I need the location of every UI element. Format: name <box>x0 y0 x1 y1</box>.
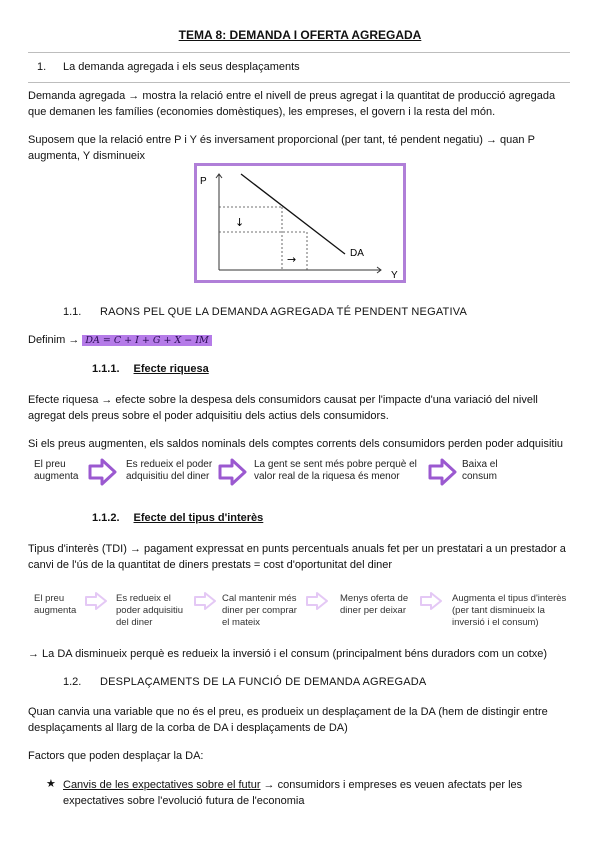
section-1-1-number: 1.1. <box>63 306 82 318</box>
divider-bottom <box>28 82 570 83</box>
section-1-1-1 <box>92 363 209 375</box>
section-1-1-2-label: Efecte del tipus d'interès <box>133 512 264 524</box>
bullet-expectatives-text: → consumidors i empreses es veuen afectats per les expectatives sobre l'evolució futura de l'economia <box>63 779 523 807</box>
demand-graph <box>197 166 403 280</box>
da-curve-label: DA <box>350 248 364 259</box>
paragraph-preus-augmenten: Si els preus augmenten, els saldos nominals dels comptes corrents dels consumidors perden poder adquisitiu <box>28 438 564 450</box>
flow2-arrow-2 <box>194 592 216 610</box>
section-1-label: La demanda agregada i els seus desplaçaments <box>63 61 300 73</box>
bullet-expectatives-title: Canvis de les expectatives sobre el futur <box>63 779 261 791</box>
flow1-arrow-1 <box>88 458 118 486</box>
paragraph-da-disminueix: → La DA disminueix perquè es redueix la inversió i el consum (principalment béns duradors com un cotxe) <box>28 648 548 660</box>
flow2-arrow-1 <box>85 592 107 610</box>
demand-graph-frame <box>194 163 406 283</box>
flow1-step-2: Es redueix el poder adquisitiu del diner <box>126 459 213 482</box>
section-1-1-1-label: Efecte riquesa <box>133 363 209 375</box>
flow1-arrow-2 <box>218 458 248 486</box>
da-curve <box>241 174 345 254</box>
section-1-1-label: RAONS PEL QUE LA DEMANDA AGREGADA TÉ PENDENT NEGATIVA <box>100 306 467 318</box>
flow2-step-4: Menys oferta de diner per deixar <box>340 593 409 616</box>
flow2-step-3: Cal mantenir més diner per comprar el mateix <box>222 593 297 628</box>
flow2-arrow-4 <box>420 592 442 610</box>
paragraph-tipus-interes: Tipus d'interès (TDI) → pagament expressat en punts percentuals anuals fet per un prestatari a un prestador a canvi de l'ús de la quantitat de diners prestats = cost d'oportunitat del diner <box>28 543 566 571</box>
y-axis-label: P <box>200 176 207 187</box>
page-title: TEMA 8: DEMANDA I OFERTA AGREGADA <box>178 28 422 42</box>
quantity-right-arrow: → <box>287 253 297 266</box>
paragraph-suposem: Suposem que la relació entre P i Y és inversament proporcional (per tant, té pendent negatiu) → quan P augmenta, Y disminueix <box>28 134 535 162</box>
section-1-2-label: DESPLAÇAMENTS DE LA FUNCIÓ DE DEMANDA AGREGADA <box>100 676 427 688</box>
paragraph-demanda-agregada: Demanda agregada → mostra la relació entre el nivell de preus agregat i la quantitat de producció agregada que demanen les famílies (economies domèstiques), les empreses, el govern i la resta del món. <box>28 90 556 118</box>
section-1-1-2-number: 1.1.2. <box>92 512 120 524</box>
flow1-step-3: La gent se sent més pobre perquè el valor real de la riquesa és menor <box>254 459 417 482</box>
price-down-arrow: ↓ <box>235 216 245 229</box>
paragraph-quan-canvia: Quan canvia una variable que no és el preu, es produeix un desplaçament de la DA (hem de distingir entre desplaçaments al llarg de la corba de DA i desplaçaments de DA) <box>28 706 548 734</box>
flow2-arrow-3 <box>306 592 328 610</box>
section-1-2-number: 1.2. <box>63 676 82 688</box>
flow1-step-1: El preu augmenta <box>34 459 79 482</box>
x-axis-label: Y <box>391 270 398 280</box>
section-1-1-2 <box>92 512 263 524</box>
paragraph-efecte-riquesa: Efecte riquesa → efecte sobre la despesa dels consumidors causat per l'impacte d'una variació del nivell agregat dels preus sobre el poder adquisitiu dels actius dels consumidors. <box>28 394 538 422</box>
paragraph-factors: Factors que poden desplaçar la DA: <box>28 750 204 762</box>
divider-top <box>28 52 570 53</box>
flow1-arrow-3 <box>428 458 458 486</box>
section-1-number: 1. <box>37 61 47 73</box>
star-bullet-icon: ★ <box>46 778 56 790</box>
flow2-step-1: El preu augmenta <box>34 593 77 616</box>
da-formula: DA = C + I + G + X − IM <box>82 335 211 346</box>
flow2-step-2: Es redueix el poder adquisitiu del diner <box>116 593 184 628</box>
bullet-expectatives <box>63 777 573 809</box>
flow2-step-5: Augmenta el tipus d'interès (per tant disminueix la inversió i el consum) <box>452 593 567 628</box>
definim-prefix: Definim → <box>28 334 80 346</box>
section-1-1-1-number: 1.1.1. <box>92 363 120 375</box>
flow1-step-4: Baixa el consum <box>462 459 498 482</box>
definim-line <box>28 334 212 346</box>
